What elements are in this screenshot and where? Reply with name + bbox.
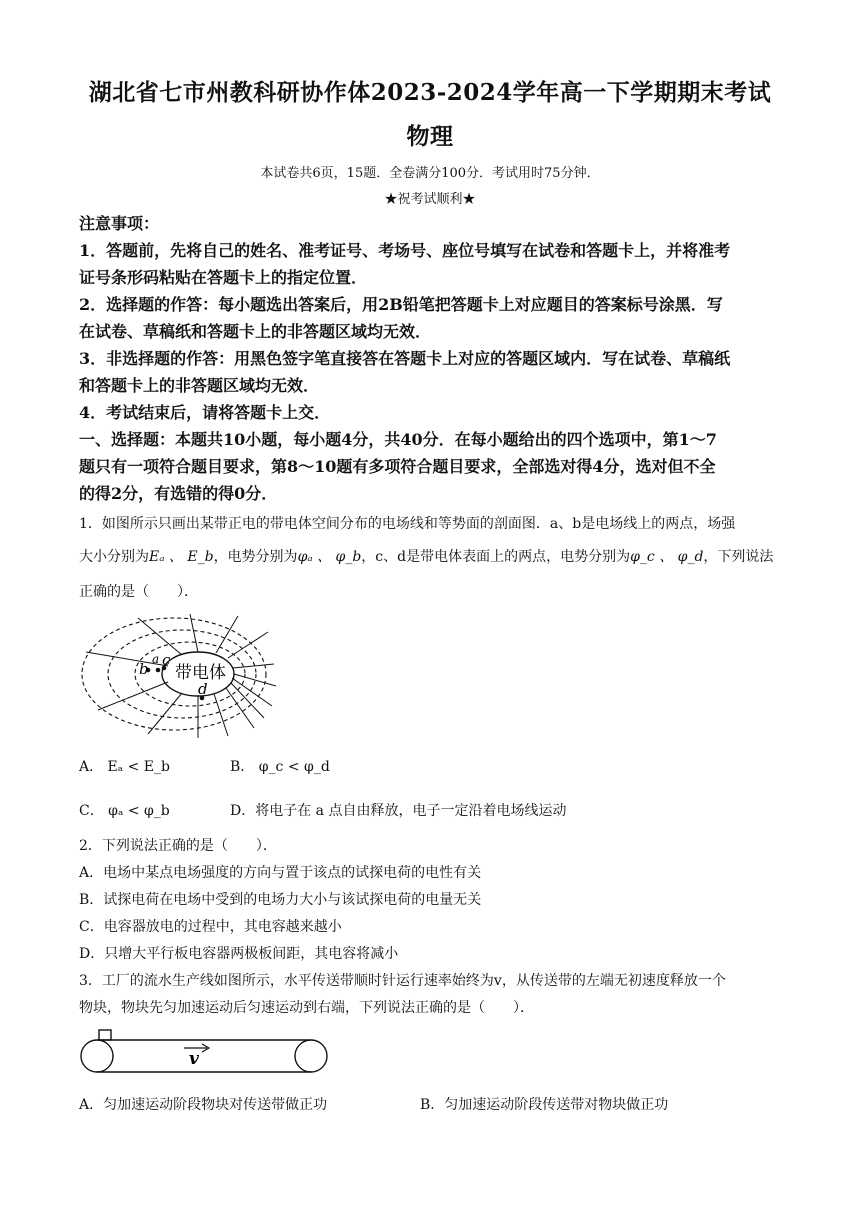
q1-option-a: A． Eₐ < E_b [79, 759, 170, 775]
notice-line-7: 4．考试结束后，请将答题卡上交． [79, 403, 331, 422]
fig-body-label: 带电体 [175, 663, 226, 683]
exam-title: 湖北省七市州教科研协作体2023-2024学年高一下学期期末考试 [88, 79, 772, 106]
q1-line-1: 1．如图所示只画出某带正电的带电体空间分布的电场线和等势面的剖面图．a、b是电场线上的两点，场强 [79, 516, 736, 532]
notice-line-5: 3．非选择题的作答：用黑色签字笔直接答在答题卡上对应的答题区域内．写在试卷、草稿纸 [79, 349, 731, 368]
fig-point-c: c [162, 651, 171, 669]
fig-point-d: d [198, 680, 208, 698]
exam-info: 本试卷共6页，15题．全卷满分100分．考试用时75分钟． [260, 166, 600, 181]
q1-line-2 [79, 547, 783, 567]
q1-option-b: B． φ_c < φ_d [230, 759, 330, 775]
notice-line-4: 在试卷、草稿纸和答题卡上的非答题区域均无效． [79, 322, 432, 341]
q1-option-d: D．将电子在 a 点自由释放，电子一定沿着电场线运动 [230, 803, 567, 819]
q3-line-1: 3．工厂的流水生产线如图所示，水平传送带顺时针运行速率始终为v，从传送带的左端无初速度释放一个 [79, 973, 726, 989]
q2-option-c: C．电容器放电的过程中，其电容越来越小 [79, 919, 342, 935]
q2-stem: 2．下列说法正确的是（ ）． [79, 838, 277, 854]
fig-point-b: b [139, 660, 149, 678]
notice-line-1: 1．答题前，先将自己的姓名、准考证号、考场号、座位号填写在试卷和答题卡上，并将准考 [79, 241, 731, 260]
notice-line-2: 证号条形码粘贴在答题卡上的指定位置． [79, 268, 368, 287]
q2-option-a: A．电场中某点电场强度的方向与置于该点的试探电荷的电性有关 [79, 865, 482, 881]
section1-line-3: 的得2分，有选错的得0分． [79, 484, 278, 503]
q1-phi-ab: φₐ 、 φ_b [297, 549, 362, 565]
q2-option-b: B．试探电荷在电场中受到的电场力大小与该试探电荷的电量无关 [79, 892, 482, 908]
section1-line-2: 题只有一项符合题目要求，第8～10题有多项符合题目要求，全部选对得4分，选对但不全 [79, 457, 716, 476]
section1-line-1: 一、选择题：本题共10小题，每小题4分，共40分．在每小题给出的四个选项中，第1～7 [79, 430, 717, 449]
exam-wish: ★祝考试顺利★ [384, 192, 476, 207]
notice-line-3: 2．选择题的作答：每小题选出答案后，用2B铅笔把答题卡上对应题目的答案标号涂黑．写 [79, 295, 723, 314]
exam-subject: 物理 [406, 123, 454, 150]
q1-field-figure [78, 610, 278, 740]
q1-phi-cd: φ_c 、 φ_d [630, 549, 704, 565]
notice-heading: 注意事项： [79, 214, 160, 233]
q1-line-2d: ，下列说法 [703, 549, 774, 565]
q1-line-2b: ，电势分别为 [213, 549, 298, 565]
q1-line-2c: ，c、d是带电体表面上的两点，电势分别为 [361, 549, 631, 565]
conveyor-velocity-label: v [189, 1049, 199, 1069]
q3-line-2: 物块，物块先匀加速运动后匀速运动到右端，下列说法正确的是（ ）． [79, 1000, 534, 1016]
q1-option-c: C． φₐ < φ_b [79, 803, 170, 819]
notice-line-6: 和答题卡上的非答题区域均无效． [79, 376, 320, 395]
q1-line-2a: 大小分别为 [79, 549, 149, 565]
q3-option-a: A．匀加速运动阶段物块对传送带做正功 [79, 1097, 328, 1113]
q1-ea-eb: Eₐ 、 E_b [149, 549, 214, 565]
q1-line-3: 正确的是（ ）． [79, 584, 198, 600]
q2-option-d: D．只增大平行板电容器两极板间距，其电容将减小 [79, 946, 399, 962]
q3-conveyor-figure [79, 1028, 329, 1078]
fig-point-a: a [152, 652, 160, 666]
q3-option-b: B．匀加速运动阶段传送带对物块做正功 [420, 1097, 669, 1113]
